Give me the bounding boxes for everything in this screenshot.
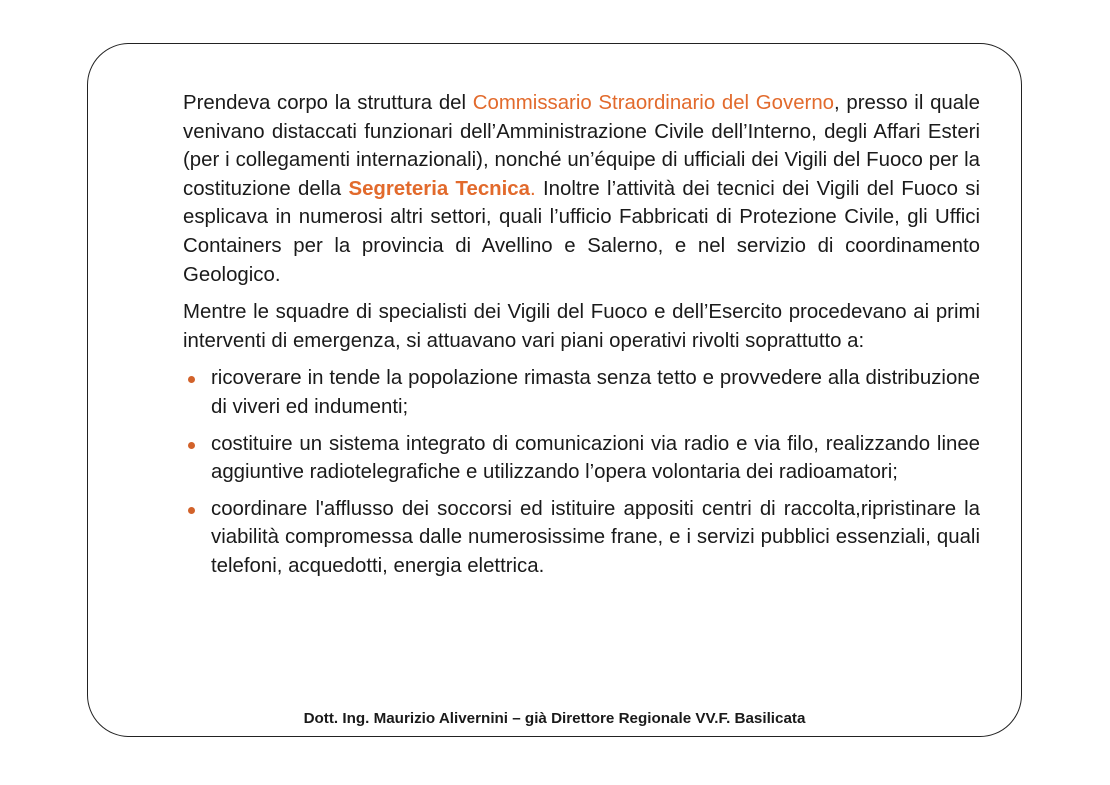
segreteria-tecnica-highlight: Segreteria Tecnica xyxy=(348,177,530,200)
list-item xyxy=(183,364,980,421)
list-item xyxy=(183,495,980,581)
bullet-dot-icon xyxy=(188,442,195,449)
bullet-dot-icon xyxy=(188,507,195,514)
paragraph1-text-middle: , presso il quale venivano distaccati funzionari dell’Amministrazione Civile dell’Interno, degli Affari Esteri (per i collegamenti internazionali), nonché un’équipe di ufficiali dei Vigili del Fuoco per la costituzione della xyxy=(183,92,980,200)
bullet-dot-icon xyxy=(188,376,195,383)
slide-content xyxy=(183,89,980,589)
commissario-highlight: Commissario Straordinario del Governo xyxy=(472,92,835,114)
paragraph-commissario xyxy=(183,89,980,289)
list-item-text: ricoverare in tende la popolazione rimasta senza tetto e provvedere alla distribuzione di viveri ed indumenti; xyxy=(211,367,980,418)
paragraph1-text-end: Inoltre l’attività dei tecnici dei Vigili del Fuoco si esplicava in numerosi altri settori, quali l’ufficio Fabbricati di Protezione Civile, gli Uffici Containers per la provincia di Avellino e Salerno, e nel servizio di coordinamento Geologico. xyxy=(183,177,981,286)
list-item xyxy=(183,430,980,487)
list-item-text: costituire un sistema integrato di comunicazioni via radio e via filo, realizzando linee aggiuntive radiotelegrafiche e utilizzando l’opera volontaria dei radioamatori; xyxy=(211,432,980,484)
footer-author: Dott. Ing. Maurizio Alivernini – già Direttore Regionale VV.F. Basilicata xyxy=(303,710,806,727)
paragraph-interventi: Mentre le squadre di specialisti dei Vigili del Fuoco e dell’Esercito procedevano ai primi interventi di emergenza, si attuavano vari piani operativi rivolti soprattutto a: xyxy=(183,301,980,352)
segreteria-tecnica-dot: . xyxy=(530,177,536,200)
paragraph1-text-start: Prendeva corpo la struttura del xyxy=(183,92,473,114)
operative-plans-list xyxy=(183,364,980,580)
list-item-text: coordinare l'afflusso dei soccorsi ed istituire appositi centri di raccolta,ripristinare la viabilità compromessa dalle numerosissime frane, e i servizi pubblici essenziali, quali telefoni, acquedotti, energia elettrica. xyxy=(211,497,980,577)
